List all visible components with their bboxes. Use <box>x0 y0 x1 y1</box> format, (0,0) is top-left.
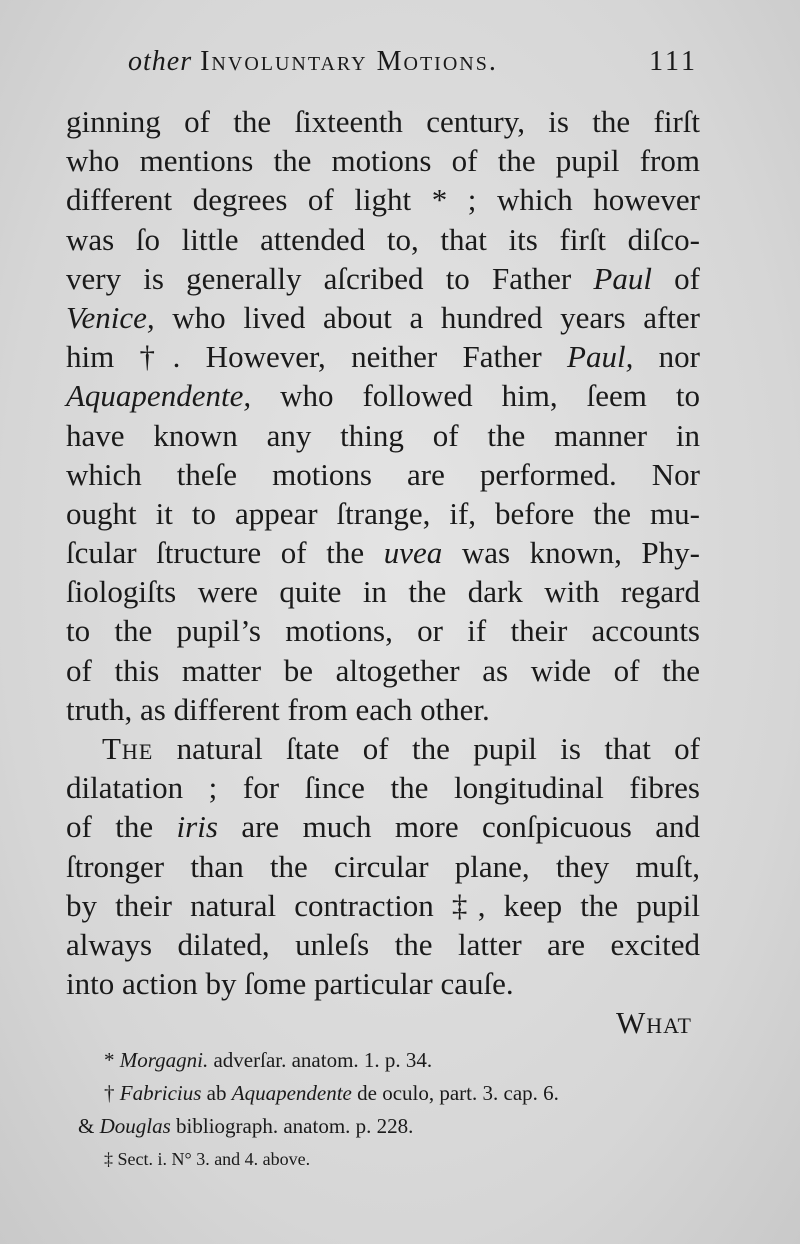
text-line-segment: into action by ſome particular cauſe. <box>66 966 514 1002</box>
text-line <box>66 729 700 768</box>
text-line-segment: dilatation ; for ſince the longitudinal fibres <box>66 770 700 806</box>
text-line <box>66 220 700 259</box>
footnote-segment: † <box>104 1081 120 1105</box>
text-line-segment: iris <box>176 809 218 845</box>
running-head-title: Involuntary Motions. <box>200 46 498 77</box>
text-line <box>66 494 700 533</box>
text-line-segment: The <box>102 731 154 766</box>
footnote-segment: Morgagni. <box>119 1048 209 1072</box>
footnote <box>78 1110 704 1143</box>
text-line <box>66 690 700 729</box>
text-line <box>66 807 700 846</box>
text-line <box>66 180 700 219</box>
text-line <box>66 572 700 611</box>
text-line-segment: ginning of the ſixteenth century, is the firſt <box>66 104 700 139</box>
footnote-segment: adverſar. anatom. 1. p. 34. <box>208 1048 433 1072</box>
footnote-segment: * <box>104 1048 120 1072</box>
footnote-segment: ‡ Sect. i. N° 3. and 4. above. <box>104 1149 311 1169</box>
text-line <box>66 768 700 807</box>
text-line-segment: have known any thing of the manner in <box>66 417 700 453</box>
text-line-segment: of this matter be altogether as wide of the <box>66 652 700 688</box>
text-line-segment: truth, as different from each other. <box>66 691 490 727</box>
text-line-segment: ſiologiſts were quite in the dark with regard <box>66 574 700 610</box>
running-head <box>128 46 698 86</box>
text-line-segment: who followed him, ſeem to <box>251 378 700 414</box>
text-line-segment: which theſe motions are performed. Nor <box>66 456 700 492</box>
footnote <box>104 1143 704 1176</box>
text-line-segment: Aquapendente, <box>66 378 252 414</box>
footnote-segment: ab <box>201 1081 232 1105</box>
text-line-segment: uvea <box>383 535 443 571</box>
running-head-italic: other <box>128 46 193 77</box>
footnote-segment: Aquapendente <box>231 1081 352 1105</box>
text-line-segment: was known, Phy- <box>442 535 700 571</box>
text-line-segment: What <box>615 1005 692 1041</box>
text-line <box>66 102 700 141</box>
text-line-segment: by their natural contraction ‡, keep the pupil <box>66 887 700 923</box>
text-line <box>66 964 700 1003</box>
text-line <box>66 337 700 376</box>
text-line <box>66 886 700 925</box>
footnote <box>104 1077 704 1110</box>
text-line-segment: Venice, <box>66 299 155 335</box>
text-line <box>66 1003 700 1042</box>
text-line-segment: to the pupil’s motions, or if their accounts <box>66 613 700 649</box>
text-line-segment: nor <box>633 339 700 375</box>
text-line <box>66 416 700 455</box>
text-line <box>66 298 700 337</box>
text-line <box>66 533 700 572</box>
text-line-segment: him †. However, neither Father <box>66 339 568 375</box>
text-line-segment: Paul <box>593 260 652 296</box>
text-line <box>66 455 700 494</box>
text-line <box>66 376 700 415</box>
text-line-segment: different degrees of light * ; which however <box>66 182 700 218</box>
footnote-segment: bibliograph. anatom. p. 228. <box>170 1114 414 1138</box>
text-line-segment: was ſo little attended to, that its firſt diſco- <box>66 221 700 257</box>
page-number: 111 <box>649 46 698 77</box>
text-line-segment: of <box>651 260 700 296</box>
body-text <box>66 102 700 1043</box>
footnotes <box>78 1044 704 1176</box>
text-line-segment: always dilated, unleſs the latter are excited <box>66 926 700 962</box>
text-line <box>66 141 700 180</box>
text-line-segment: are much more conſpicuous and <box>217 809 700 845</box>
footnote-segment: Douglas <box>99 1114 171 1138</box>
text-line-segment: who lived about a hundred years after <box>154 299 700 335</box>
text-line <box>66 847 700 886</box>
text-line-segment: very is generally aſcribed to Father <box>66 260 594 296</box>
footnote-segment: de oculo, part. 3. cap. 6. <box>351 1081 559 1105</box>
text-line <box>66 259 700 298</box>
text-line-segment: who mentions the motions of the pupil from <box>66 143 700 179</box>
text-line <box>66 925 700 964</box>
text-line <box>66 651 700 690</box>
text-line-segment: natural ſtate of the pupil is that of <box>153 731 700 766</box>
footnote <box>104 1044 704 1077</box>
text-line <box>66 611 700 650</box>
footnote-segment: & <box>78 1114 100 1138</box>
text-line-segment: ought it to appear ſtrange, if, before the mu- <box>66 495 700 531</box>
text-line-segment: ſtronger than the circular plane, they muſt, <box>66 848 700 884</box>
text-line-segment: of the <box>66 809 177 845</box>
footnote-segment: Fabricius <box>119 1081 202 1105</box>
text-line-segment: ſcular ſtructure of the <box>66 535 384 571</box>
text-line-segment: Paul, <box>567 339 634 375</box>
